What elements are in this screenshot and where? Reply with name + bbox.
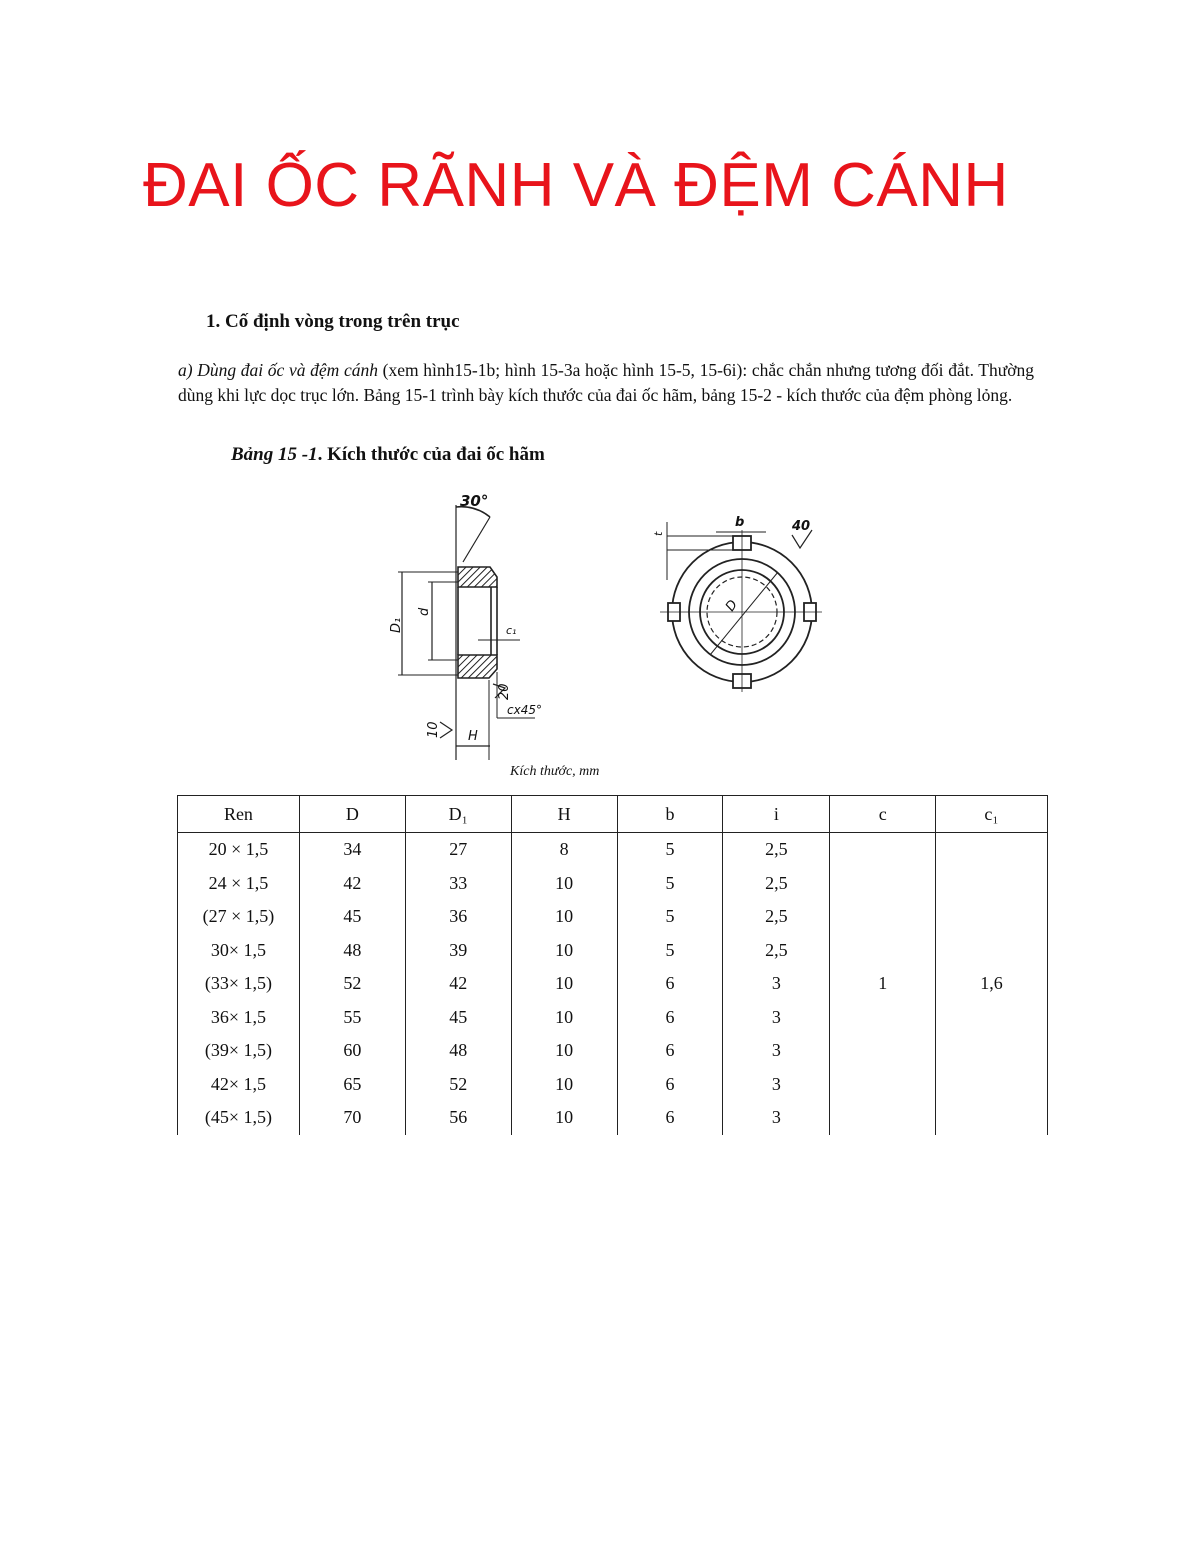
label-d: d [417, 607, 432, 616]
cell-D1: 36 [405, 900, 511, 934]
cell-ren: (45× 1,5) [178, 1101, 300, 1135]
cell-D1: 56 [405, 1101, 511, 1135]
header-c: c [830, 796, 936, 833]
cell-ren: 24 × 1,5 [178, 867, 300, 901]
cell-D: 34 [299, 833, 405, 867]
header-b: b [617, 796, 723, 833]
cell-D: 45 [299, 900, 405, 934]
cell-b: 6 [617, 1001, 723, 1035]
label-roughness-10: 10 [426, 721, 441, 738]
cell-H: 10 [511, 1101, 617, 1135]
label-t: t [652, 531, 665, 536]
cell-ren: 42× 1,5 [178, 1068, 300, 1102]
cell-D1: 45 [405, 1001, 511, 1035]
nut-front-view [660, 522, 822, 692]
page-title: ĐAI ỐC RÃNH VÀ ĐỆM CÁNH [143, 151, 1009, 220]
cell-D: 70 [299, 1101, 405, 1135]
cell-ren: (27 × 1,5) [178, 900, 300, 934]
cell-D1: 48 [405, 1034, 511, 1068]
cell-i: 3 [723, 1034, 830, 1068]
label-angle-30: 30° [460, 492, 489, 510]
cell-i: 2,5 [723, 900, 830, 934]
cell-i: 3 [723, 1068, 830, 1102]
cell-ren: (39× 1,5) [178, 1034, 300, 1068]
header-H: H [511, 796, 617, 833]
cell-ren: 20 × 1,5 [178, 833, 300, 867]
cell-H: 10 [511, 967, 617, 1001]
label-cx45: cx45° [507, 703, 542, 717]
cell-b: 5 [617, 833, 723, 867]
label-c1: c₁ [506, 624, 517, 637]
cell-H: 10 [511, 1034, 617, 1068]
cell-b: 5 [617, 867, 723, 901]
cell-b: 6 [617, 967, 723, 1001]
cell-i: 3 [723, 1101, 830, 1135]
cell-i: 2,5 [723, 867, 830, 901]
table-caption-label: Bảng 15 -1 [231, 444, 318, 465]
cell-i: 3 [723, 967, 830, 1001]
cell-D1: 27 [405, 833, 511, 867]
label-roughness-40: 40 [792, 519, 811, 534]
cell-D1: 52 [405, 1068, 511, 1102]
cell-ren: (33× 1,5) [178, 967, 300, 1001]
cell-H: 10 [511, 934, 617, 968]
label-roughness-20: 20 [497, 683, 512, 700]
cell-D1: 33 [405, 867, 511, 901]
header-c1: c₁ [936, 796, 1048, 833]
label-D: D [722, 597, 742, 615]
nut-dimensions-table [177, 795, 1048, 1135]
cell-H: 10 [511, 900, 617, 934]
cell-b: 6 [617, 1068, 723, 1102]
paragraph-body: (xem hình15-1b; hình 15-3a hoặc hình 15-5, 15-6i): chắc chắn nhưng tương đối đắt. Thường dùng khi lực dọc trục lớn. Bảng 15-1 trình bày kích thước của đai ốc hãm, bảng 15-2 - kích thước của đệm phòng lỏng. [178, 360, 1034, 405]
section-heading: 1. Cố định vòng trong trên trục [206, 311, 460, 332]
cell-ren: 30× 1,5 [178, 934, 300, 968]
table-caption-text: . Kích thước của đai ốc hãm [317, 444, 545, 465]
header-D1: D₁ [405, 796, 511, 833]
cell-D: 48 [299, 934, 405, 968]
cell-D: 65 [299, 1068, 405, 1102]
cell-D: 55 [299, 1001, 405, 1035]
label-H: H [468, 729, 478, 744]
cell-D: 60 [299, 1034, 405, 1068]
cell-c1: 1,6 [936, 833, 1048, 1135]
cell-D1: 42 [405, 967, 511, 1001]
cell-H: 8 [511, 833, 617, 867]
cell-i: 3 [723, 1001, 830, 1035]
paragraph-lead: a) Dùng đai ốc và đệm cánh [178, 360, 378, 380]
cell-H: 10 [511, 867, 617, 901]
cell-D: 52 [299, 967, 405, 1001]
cell-b: 5 [617, 900, 723, 934]
cell-H: 10 [511, 1068, 617, 1102]
units-note: Kích thước, mm [510, 764, 600, 779]
cell-i: 2,5 [723, 934, 830, 968]
header-i: i [723, 796, 830, 833]
cell-D1: 39 [405, 934, 511, 968]
table-header-row [178, 796, 1048, 833]
cell-b: 6 [617, 1101, 723, 1135]
cell-D: 42 [299, 867, 405, 901]
label-D1: D₁ [389, 617, 404, 633]
cell-c: 1 [830, 833, 936, 1135]
label-b: b [735, 515, 745, 530]
header-D: D [299, 796, 405, 833]
cell-H: 10 [511, 1001, 617, 1035]
cell-b: 6 [617, 1034, 723, 1068]
cell-i: 2,5 [723, 833, 830, 867]
cell-b: 5 [617, 934, 723, 968]
header-ren: Ren [178, 796, 300, 833]
cell-ren: 36× 1,5 [178, 1001, 300, 1035]
table-row [178, 833, 1048, 867]
